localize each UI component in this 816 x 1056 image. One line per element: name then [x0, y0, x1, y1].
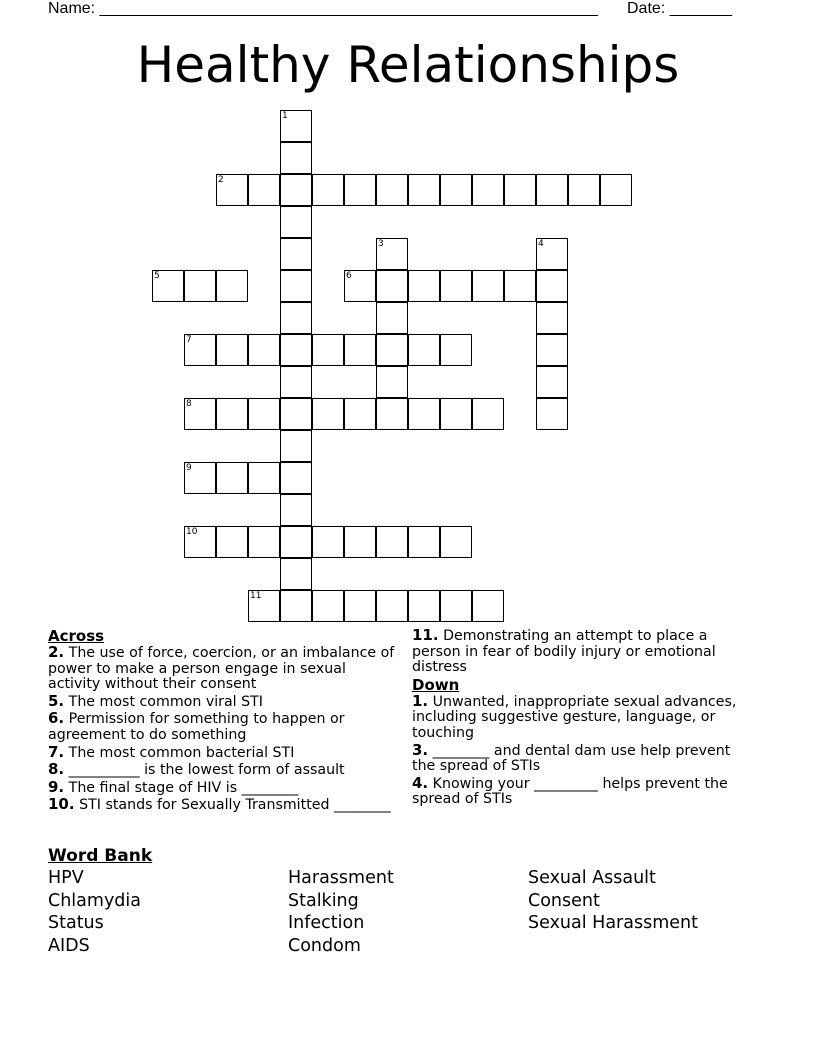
- crossword-cell[interactable]: [408, 590, 440, 622]
- crossword-cell[interactable]: [280, 206, 312, 238]
- clue-item: [48, 777, 398, 797]
- clue-number: 3: [378, 239, 384, 249]
- crossword-cell[interactable]: [408, 398, 440, 430]
- crossword-cell[interactable]: [312, 174, 344, 206]
- clue-number: 7.: [48, 742, 65, 761]
- word-bank-column-1: [48, 867, 141, 957]
- clue-number: 8: [186, 399, 192, 409]
- clue-number: 11.: [412, 626, 439, 644]
- crossword-cell[interactable]: [248, 174, 280, 206]
- crossword-cell[interactable]: [280, 494, 312, 526]
- crossword-cell[interactable]: [280, 238, 312, 270]
- crossword-cell[interactable]: [280, 398, 312, 430]
- crossword-cell[interactable]: [248, 462, 280, 494]
- crossword-cell[interactable]: [248, 334, 280, 366]
- clue-text: The use of force, coercion, or an imbalance of power to make a person engage in sexual activity without their consent: [48, 645, 395, 693]
- crossword-cell[interactable]: [280, 366, 312, 398]
- crossword-cell[interactable]: [152, 270, 184, 302]
- crossword-cell[interactable]: [536, 302, 568, 334]
- crossword-cell[interactable]: [536, 334, 568, 366]
- crossword-cell[interactable]: [184, 462, 216, 494]
- crossword-cell[interactable]: [600, 174, 632, 206]
- crossword-cell[interactable]: [312, 526, 344, 558]
- word-bank-item: Condom: [288, 935, 361, 956]
- crossword-cell[interactable]: [184, 526, 216, 558]
- clue-number: 4.: [412, 773, 429, 792]
- word-bank-item: Status: [48, 913, 104, 933]
- clue-item: [412, 773, 752, 808]
- crossword-cell[interactable]: [472, 174, 504, 206]
- crossword-cell[interactable]: [376, 302, 408, 334]
- clue-number: 10: [186, 527, 198, 537]
- word-bank-item: Stalking: [288, 890, 359, 911]
- clue-number: 4: [538, 239, 544, 249]
- crossword-cell[interactable]: [568, 174, 600, 206]
- crossword-cell[interactable]: [248, 526, 280, 558]
- crossword-cell[interactable]: [376, 270, 408, 302]
- clue-item: [412, 740, 752, 775]
- crossword-cell[interactable]: [312, 398, 344, 430]
- crossword-cell[interactable]: [184, 398, 216, 430]
- crossword-cell[interactable]: [280, 142, 312, 174]
- crossword-cell[interactable]: [536, 238, 568, 270]
- crossword-cell[interactable]: [376, 238, 408, 270]
- crossword-cell[interactable]: [536, 270, 568, 302]
- crossword-cell[interactable]: [376, 334, 408, 366]
- down-heading: Down: [412, 675, 460, 694]
- word-bank-item: HPV: [48, 868, 84, 888]
- crossword-cell[interactable]: [440, 526, 472, 558]
- crossword-cell[interactable]: [344, 526, 376, 558]
- crossword-cell[interactable]: [376, 526, 408, 558]
- crossword-cell[interactable]: [248, 398, 280, 430]
- clue-number: 6: [346, 271, 352, 281]
- clue-text: __________ is the lowest form of assault: [64, 762, 345, 779]
- crossword-cell[interactable]: [280, 174, 312, 206]
- clue-number: 9: [186, 463, 192, 473]
- crossword-cell[interactable]: [408, 526, 440, 558]
- word-bank-item: AIDS: [48, 935, 90, 956]
- crossword-cell[interactable]: [472, 590, 504, 622]
- page-title: Healthy Relationships: [136, 36, 680, 94]
- clue-item: [412, 628, 752, 676]
- crossword-cell[interactable]: [280, 334, 312, 366]
- crossword-cell[interactable]: [440, 398, 472, 430]
- crossword-cell[interactable]: [216, 174, 248, 206]
- clues-right-column: [412, 628, 752, 809]
- clue-number: 5: [154, 271, 160, 281]
- across-clue-list-continued: [412, 628, 752, 676]
- crossword-cell[interactable]: [472, 270, 504, 302]
- crossword-cell[interactable]: [344, 590, 376, 622]
- crossword-cell[interactable]: [280, 270, 312, 302]
- clue-item: [48, 762, 398, 779]
- clue-text: Unwanted, inappropriate sexual advances, including suggestive gesture, language, or touching: [412, 693, 737, 741]
- crossword-cell[interactable]: [376, 590, 408, 622]
- crossword-cell[interactable]: [344, 334, 376, 366]
- crossword-cell[interactable]: [536, 366, 568, 398]
- clue-item: [48, 645, 398, 693]
- clue-number: 3.: [412, 740, 429, 759]
- clue-item: [48, 797, 398, 814]
- crossword-cell[interactable]: [280, 430, 312, 462]
- crossword-cell[interactable]: [408, 334, 440, 366]
- clue-number: 11: [250, 591, 262, 601]
- clue-item: [48, 691, 398, 711]
- crossword-cell[interactable]: [184, 334, 216, 366]
- clue-number: 2: [218, 175, 224, 185]
- crossword-cell[interactable]: [216, 462, 248, 494]
- crossword-cell[interactable]: [440, 270, 472, 302]
- crossword-cell[interactable]: [248, 590, 280, 622]
- crossword-cell[interactable]: [184, 270, 216, 302]
- clue-text: Demonstrating an attempt to place a person in fear of bodily injury or emotional distress: [412, 628, 716, 676]
- clue-number: 5.: [48, 691, 65, 710]
- clue-number: 2.: [48, 643, 65, 661]
- crossword-cell[interactable]: [216, 526, 248, 558]
- crossword-cell[interactable]: [280, 558, 312, 590]
- clue-number: 10.: [48, 795, 75, 814]
- clue-text: The most common viral STI: [64, 693, 263, 710]
- crossword-cell[interactable]: [280, 110, 312, 142]
- crossword-cell[interactable]: [344, 398, 376, 430]
- crossword-cell[interactable]: [408, 174, 440, 206]
- word-bank-item: Sexual Assault: [528, 868, 656, 888]
- crossword-cell[interactable]: [216, 398, 248, 430]
- clue-number: 1: [282, 111, 288, 121]
- word-bank-item: Sexual Harassment: [528, 913, 698, 933]
- word-bank-title: Word Bank: [48, 846, 153, 866]
- clue-text: ________ and dental dam use help prevent the spread of STIs: [412, 742, 731, 775]
- word-bank-column-2: [288, 867, 394, 957]
- clue-number: 1.: [412, 691, 429, 710]
- clue-text: STI stands for Sexually Transmitted ________: [74, 797, 391, 814]
- crossword-cell[interactable]: [472, 398, 504, 430]
- crossword-cell[interactable]: [280, 462, 312, 494]
- clues-left-column: [48, 628, 398, 815]
- crossword-cell[interactable]: [280, 302, 312, 334]
- across-heading: Across: [48, 627, 105, 645]
- crossword-cell[interactable]: [216, 334, 248, 366]
- clue-text: Knowing your _________ helps prevent the spread of STIs: [412, 775, 728, 808]
- crossword-cell[interactable]: [504, 270, 536, 302]
- clue-number: 7: [186, 335, 192, 345]
- crossword-cell[interactable]: [216, 270, 248, 302]
- name-field-label: Name: ________________________________________________________: [48, 0, 598, 17]
- word-bank-item: Chlamydia: [48, 890, 141, 911]
- crossword-cell[interactable]: [344, 270, 376, 302]
- crossword-cell[interactable]: [376, 174, 408, 206]
- crossword-cell[interactable]: [344, 174, 376, 206]
- crossword-cell[interactable]: [440, 174, 472, 206]
- crossword-cell[interactable]: [536, 174, 568, 206]
- crossword-cell[interactable]: [536, 398, 568, 430]
- clue-text: Permission for something to happen or agreement to do something: [48, 711, 345, 743]
- clue-number: 9.: [48, 777, 65, 796]
- word-bank-item: Harassment: [288, 868, 394, 888]
- crossword-cell[interactable]: [440, 590, 472, 622]
- clue-item: [48, 711, 398, 743]
- crossword-cell[interactable]: [408, 270, 440, 302]
- clue-text: The most common bacterial STI: [64, 744, 295, 761]
- word-bank-item: Consent: [528, 890, 600, 911]
- crossword-cell[interactable]: [440, 334, 472, 366]
- crossword-cell[interactable]: [376, 366, 408, 398]
- word-bank-column-3: [528, 867, 698, 935]
- clue-item: [412, 691, 752, 742]
- crossword-cell[interactable]: [376, 398, 408, 430]
- clue-item: [48, 742, 398, 762]
- clue-number: 8.: [48, 760, 65, 779]
- crossword-cell[interactable]: [312, 590, 344, 622]
- down-clue-list: [412, 691, 752, 808]
- clue-number: 6.: [48, 709, 65, 728]
- clue-text: The final stage of HIV is ________: [64, 779, 299, 796]
- crossword-cell[interactable]: [504, 174, 536, 206]
- across-clue-list: [48, 645, 398, 814]
- crossword-cell[interactable]: [312, 334, 344, 366]
- crossword-cell[interactable]: [280, 590, 312, 622]
- word-bank-item: Infection: [288, 913, 365, 933]
- crossword-cell[interactable]: [280, 526, 312, 558]
- date-field-label: Date: _______: [627, 0, 732, 17]
